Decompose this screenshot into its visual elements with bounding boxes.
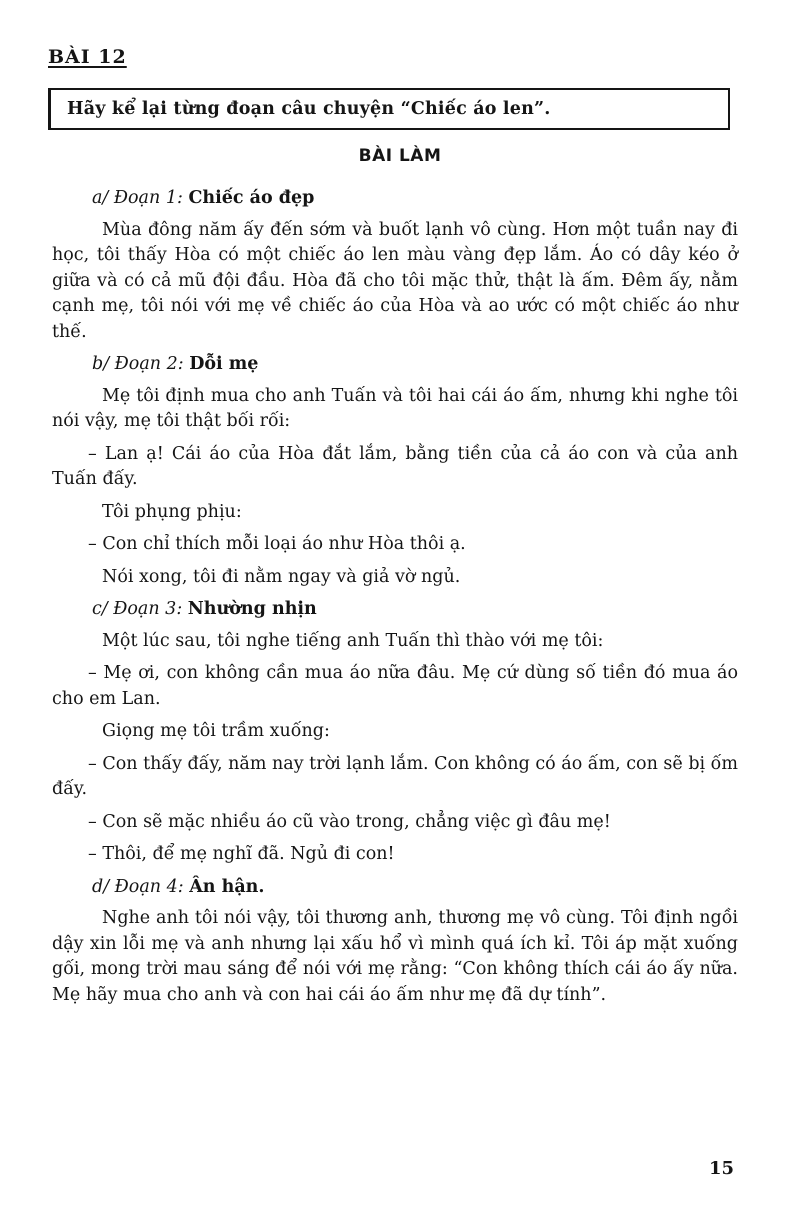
- section-c-label: c/ Đoạn 3:: [92, 599, 183, 619]
- page-number: 15: [708, 1158, 734, 1179]
- section-d-label: d/ Đoạn 4:: [92, 876, 184, 897]
- answer-content: [52, 180, 738, 1015]
- lesson-label: BÀI 12: [48, 46, 127, 68]
- section-c-title: Nhường nhịn: [187, 599, 317, 619]
- section-b-paragraph: Mẹ tôi định mua cho anh Tuấn và tôi hai cái áo ấm, nhưng khi nghe tôi nói vậy, mẹ tôi thật bối rối:: [52, 385, 738, 431]
- section-c-dialogue: – Con sẽ mặc nhiều áo cũ vào trong, chẳng việc gì đâu mẹ!: [88, 811, 611, 832]
- section-b-paragraph: Tôi phụng phịu:: [102, 501, 242, 522]
- task-box: [48, 88, 730, 130]
- section-c-heading: [52, 597, 738, 623]
- section-b-label: b/ Đoạn 2:: [92, 354, 184, 374]
- section-a-label: a/ Đoạn 1:: [92, 188, 183, 208]
- section-c-dialogue: – Thôi, để mẹ nghĩ đã. Ngủ đi con!: [88, 844, 395, 864]
- section-a-paragraph: Mùa đông năm ấy đến sớm và buốt lạnh vô cùng. Hơn một tuần nay đi học, tôi thấy Hòa có một chiếc áo len màu vàng đẹp lắm. Áo có dây kéo ở giữa và có cả mũ đội đầu. Hòa đã cho tôi mặc thử, thật là ấm. Đêm ấy, nằm cạnh mẹ, tôi nói với mẹ về chiếc áo của Hòa và ao ước có một chiếc áo như thế.: [52, 219, 738, 342]
- section-c-paragraph: Một lúc sau, tôi nghe tiếng anh Tuấn thì thào với mẹ tôi:: [102, 630, 604, 651]
- section-d-paragraph: Nghe anh tôi nói vậy, tôi thương anh, thương mẹ vô cùng. Tôi định ngồi dậy xin lỗi mẹ và anh nhưng lại xấu hổ vì mình quá ích kỉ. Tôi áp mặt xuống gối, mong trời mau sáng để nói với mẹ rằng: “Con không thích cái áo ấy nữa. Mẹ hãy mua cho anh và con hai cái áo ấm như mẹ đã dự tính”.: [52, 908, 738, 1005]
- section-c-paragraph: Giọng mẹ tôi trầm xuống:: [102, 721, 330, 741]
- section-c-dialogue: – Con thấy đấy, năm nay trời lạnh lắm. Con không có áo ấm, con sẽ bị ốm đấy.: [52, 753, 738, 799]
- section-b-dialogue: – Lan ạ! Cái áo của Hòa đắt lắm, bằng tiền của cả áo con và của anh Tuấn đấy.: [52, 443, 738, 489]
- section-d-title: Ân hận.: [189, 876, 265, 897]
- section-c-dialogue: – Mẹ ơi, con không cần mua áo nữa đâu. Mẹ cứ dùng số tiền đó mua áo cho em Lan.: [52, 663, 738, 709]
- section-a-heading: [52, 186, 738, 212]
- section-b-dialogue: – Con chỉ thích mỗi loại áo như Hòa thôi ạ.: [88, 534, 466, 554]
- task-text: Hãy kể lại từng đoạn câu chuyện “Chiếc áo len”.: [67, 99, 551, 119]
- answer-title: BÀI LÀM: [358, 146, 442, 166]
- section-d-heading: [52, 875, 738, 901]
- section-b-heading: [52, 352, 738, 378]
- section-a-title: Chiếc áo đẹp: [188, 188, 315, 208]
- section-b-paragraph: Nói xong, tôi đi nằm ngay và giả vờ ngủ.: [102, 566, 461, 587]
- section-b-title: Dỗi mẹ: [189, 354, 259, 374]
